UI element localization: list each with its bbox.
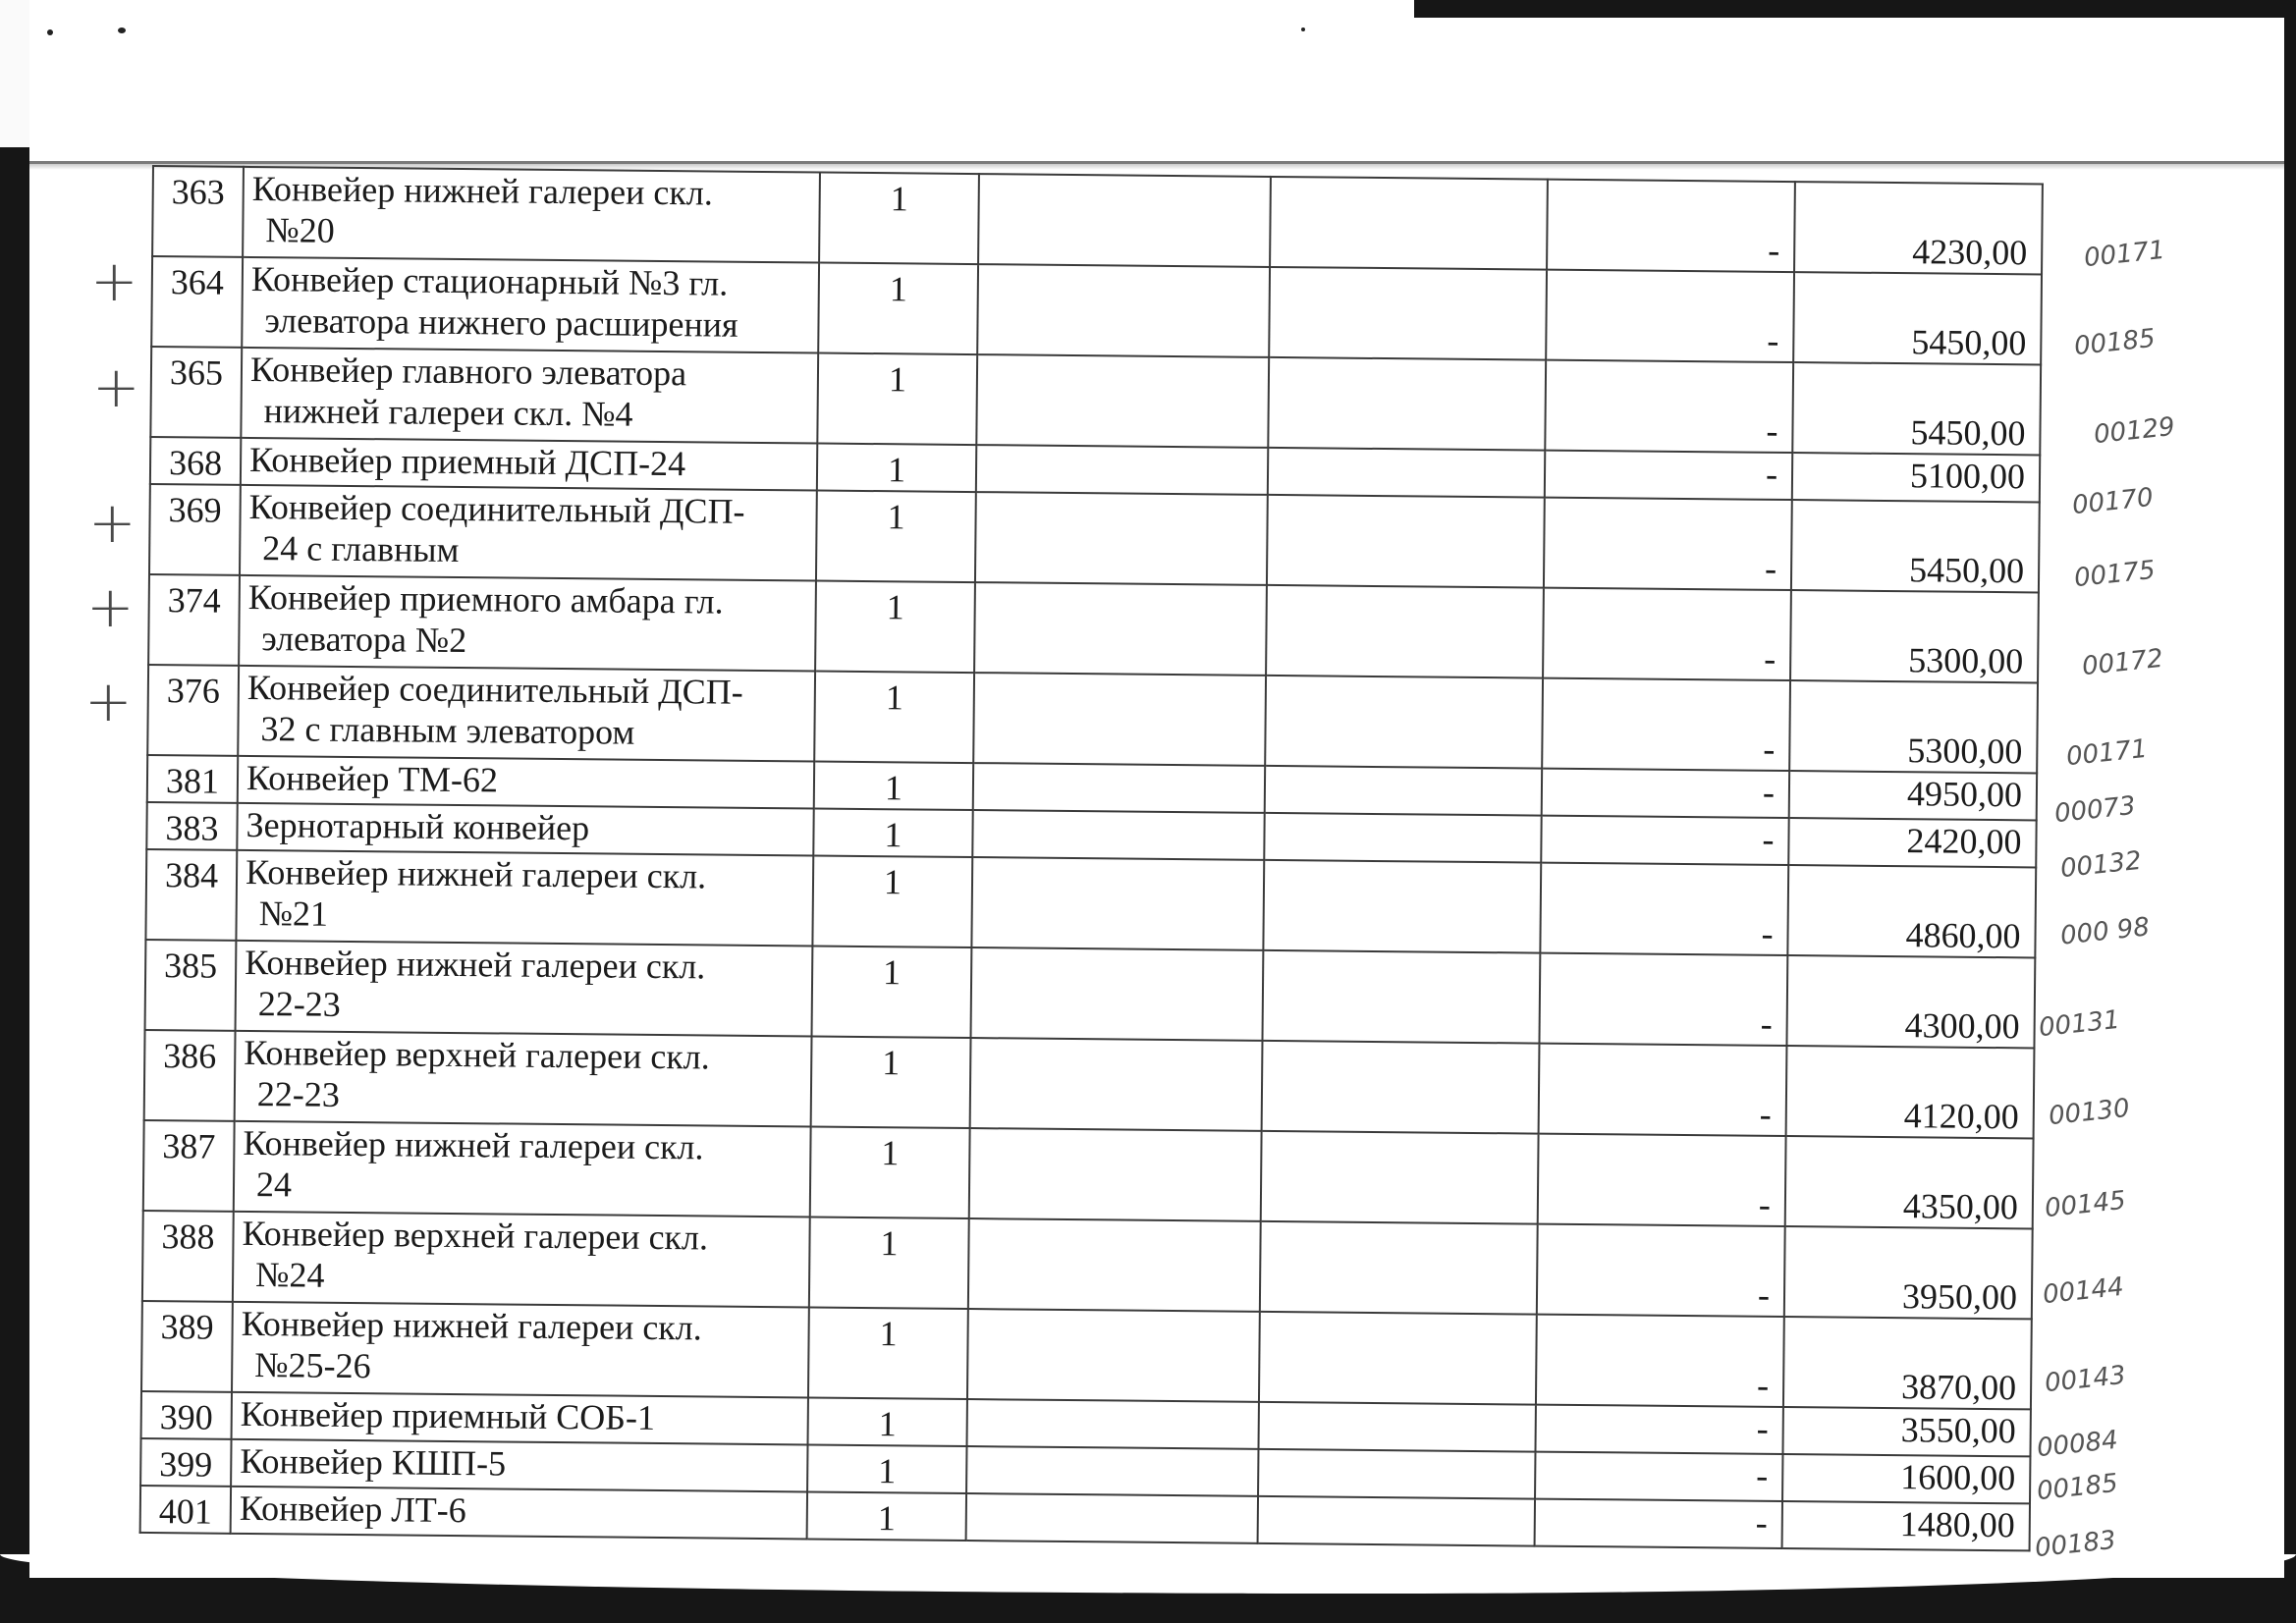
- dash-cell: [1537, 1224, 1785, 1317]
- dash-mark: -: [1761, 913, 1774, 953]
- handwritten-code: 00144: [2041, 1271, 2126, 1311]
- quantity-cell: [813, 808, 972, 857]
- dash-cell: [1535, 1499, 1782, 1548]
- quantity-cell: [814, 672, 974, 764]
- dash-mark: -: [1756, 1455, 1769, 1495]
- amount-value: 4860,00: [1905, 915, 2021, 956]
- value-cell: [1786, 1046, 2035, 1138]
- row-number-text: 387: [162, 1126, 216, 1166]
- dash-cell: [1542, 678, 1790, 771]
- amount-value: 5450,00: [1908, 550, 2025, 591]
- empty-cell: [971, 947, 1264, 1041]
- item-name-cell: [241, 348, 818, 444]
- row-number: [147, 665, 239, 756]
- empty-cell: [1268, 448, 1545, 498]
- empty-cell: [1263, 860, 1541, 953]
- quantity-value: 1: [882, 952, 902, 993]
- item-name-line1: Конвейер верхней галереи скл.: [242, 1213, 709, 1258]
- empty-cell: [973, 763, 1265, 813]
- row-number-text: 365: [169, 352, 224, 393]
- handwritten-code: 00172: [2080, 643, 2165, 682]
- value-cell: [1790, 590, 2039, 682]
- quantity-cell: [817, 353, 977, 446]
- margin-mark: +: [86, 573, 135, 640]
- dash-cell: [1546, 270, 1794, 362]
- amount-value: 4300,00: [1904, 1005, 2020, 1047]
- dash-mark: -: [1764, 638, 1777, 678]
- dash-cell: [1535, 1405, 1782, 1454]
- dash-mark: -: [1758, 1184, 1772, 1224]
- value-cell: [1793, 272, 2042, 364]
- empty-cell: [1265, 766, 1542, 816]
- quantity-value: 1: [886, 587, 904, 627]
- dash-cell: [1541, 816, 1788, 865]
- empty-cell: [1269, 267, 1547, 360]
- row-number: [147, 755, 238, 803]
- row-number: [141, 1301, 233, 1392]
- handwritten-code: 00131: [2037, 1004, 2122, 1044]
- quantity-cell: [817, 444, 976, 493]
- row-number: [150, 347, 242, 438]
- item-name-line1: Конвейер главного элеватора: [249, 349, 687, 394]
- row-number-text: 368: [168, 443, 223, 483]
- amount-value: 3550,00: [1900, 1410, 2016, 1451]
- handwritten-code: 00073: [2052, 790, 2138, 830]
- scan-speck: [118, 27, 126, 33]
- empty-cell: [1258, 1449, 1535, 1499]
- row-number-text: 369: [168, 490, 222, 530]
- amount-value: 4950,00: [1906, 774, 2023, 815]
- dash-cell: [1545, 360, 1793, 453]
- handwritten-code: 00084: [2035, 1425, 2120, 1464]
- quantity-value: 1: [879, 1314, 898, 1354]
- empty-cell: [1270, 177, 1548, 270]
- amount-value: 5450,00: [1911, 322, 2027, 363]
- item-name-line1: Конвейер стационарный №3 гл.: [250, 258, 729, 303]
- quantity-cell: [807, 1491, 966, 1541]
- empty-cell: [970, 1038, 1263, 1131]
- empty-cell: [967, 1309, 1260, 1402]
- handwritten-code: 00185: [2072, 323, 2158, 362]
- row-number: [145, 940, 237, 1031]
- row-number: [152, 166, 244, 257]
- empty-cell: [1268, 357, 1546, 451]
- empty-cell: [968, 1218, 1261, 1312]
- row-number-text: 399: [159, 1444, 213, 1485]
- amount-value: 4230,00: [1912, 232, 2028, 273]
- item-name-cell: [234, 1121, 811, 1217]
- item-name-line2: 24: [255, 1164, 293, 1205]
- scan-speck: [1301, 27, 1305, 31]
- dash-cell: [1542, 769, 1789, 818]
- dash-mark: -: [1766, 410, 1778, 451]
- item-name-cell: [243, 167, 820, 263]
- amount-value: 1600,00: [1900, 1457, 2016, 1498]
- quantity-cell: [810, 1126, 970, 1218]
- row-number-text: 364: [170, 262, 225, 302]
- item-name-line1: Конвейер нижней галереи скл.: [245, 942, 706, 987]
- row-number-text: 376: [166, 671, 221, 711]
- item-name-line1: Конвейер соединительный ДСП-: [246, 667, 743, 712]
- quantity-cell: [816, 491, 976, 583]
- item-name-line1: Конвейер ТМ-62: [246, 757, 499, 800]
- value-cell: [1794, 182, 2043, 274]
- amount-value: 5100,00: [1909, 456, 2026, 497]
- item-name-cell: [239, 575, 816, 672]
- value-cell: [1789, 771, 2037, 820]
- item-name-line2: 22-23: [256, 1074, 341, 1114]
- margin-mark: +: [90, 247, 138, 314]
- item-name-line2: №25-26: [254, 1345, 371, 1386]
- item-name-cell: [241, 438, 817, 491]
- quantity-value: 1: [888, 359, 907, 400]
- value-cell: [1788, 818, 2036, 867]
- dash-cell: [1539, 1044, 1787, 1136]
- item-name-line1: Конвейер верхней галереи скл.: [244, 1032, 710, 1077]
- dash-mark: -: [1768, 230, 1780, 270]
- margin-mark: +: [92, 353, 140, 420]
- empty-cell: [1264, 813, 1541, 863]
- item-name-cell: [242, 257, 819, 353]
- item-name-line2: №21: [258, 893, 329, 934]
- dash-cell: [1539, 953, 1787, 1046]
- empty-cell: [1261, 1131, 1539, 1224]
- row-number: [149, 484, 241, 575]
- row-number-text: 363: [171, 172, 225, 212]
- quantity-cell: [818, 263, 978, 355]
- quantity-value: 1: [884, 768, 903, 808]
- handwritten-code: 00171: [2082, 235, 2167, 274]
- row-number-text: 381: [165, 761, 220, 801]
- row-number-text: 384: [164, 855, 219, 895]
- item-name-line2: №20: [265, 210, 335, 250]
- handwritten-code: 00170: [2070, 482, 2156, 521]
- scan-edge-left-paper: [0, 0, 29, 147]
- quantity-cell: [807, 1444, 966, 1493]
- value-cell: [1783, 1317, 2032, 1409]
- value-cell: [1785, 1136, 2034, 1228]
- item-name-line1: Конвейер ЛТ-6: [239, 1488, 466, 1531]
- scan-edge-left: [0, 0, 29, 1623]
- dash-mark: -: [1756, 1365, 1770, 1405]
- dash-cell: [1535, 1452, 1782, 1501]
- item-name-cell: [236, 941, 813, 1037]
- quantity-value: 1: [887, 497, 905, 537]
- row-number: [140, 1486, 231, 1534]
- margin-mark: +: [84, 668, 133, 734]
- row-number-text: 389: [160, 1307, 214, 1347]
- item-name-cell: [236, 850, 813, 947]
- item-name-line1: Конвейер нижней галереи скл.: [251, 168, 714, 213]
- quantity-cell: [812, 946, 972, 1038]
- empty-cell: [973, 673, 1266, 766]
- quantity-value: 1: [883, 862, 902, 902]
- empty-cell: [978, 174, 1271, 267]
- value-cell: [1782, 1407, 2030, 1456]
- dash-cell: [1540, 863, 1788, 955]
- quantity-cell: [815, 581, 975, 674]
- dash-cell: [1547, 180, 1795, 272]
- dash-mark: -: [1764, 548, 1777, 588]
- quantity-value: 1: [882, 1043, 901, 1083]
- quantity-value: 1: [880, 1223, 899, 1264]
- amount-value: 2420,00: [1906, 821, 2022, 862]
- empty-cell: [974, 582, 1267, 676]
- empty-cell: [1262, 950, 1540, 1044]
- empty-cell: [976, 445, 1268, 495]
- handwritten-code: 00129: [2092, 411, 2177, 451]
- dash-cell: [1545, 451, 1792, 500]
- amount-value: 4350,00: [1902, 1186, 2019, 1227]
- item-name-cell: [232, 1302, 809, 1398]
- empty-cell: [1259, 1312, 1537, 1405]
- amount-value: 5300,00: [1908, 640, 2024, 681]
- handwritten-code: 00183: [2033, 1525, 2118, 1564]
- item-name-line2: элеватора нижнего расширения: [264, 300, 738, 345]
- scan-speck: [47, 29, 53, 35]
- value-cell: [1792, 362, 2041, 455]
- dash-mark: -: [1757, 1274, 1771, 1315]
- item-name-cell: [231, 1439, 807, 1492]
- handwritten-code: 00132: [2058, 845, 2144, 885]
- quantity-value: 1: [881, 1133, 900, 1173]
- item-name-cell: [232, 1392, 808, 1445]
- quantity-cell: [812, 855, 972, 947]
- handwritten-code: 00185: [2035, 1468, 2120, 1507]
- dash-cell: [1536, 1315, 1784, 1407]
- dash-mark: -: [1767, 320, 1779, 360]
- handwritten-code: 000 98: [2058, 912, 2152, 951]
- dash-cell: [1544, 498, 1792, 590]
- handwritten-code: 00143: [2043, 1360, 2128, 1399]
- value-cell: [1787, 865, 2036, 957]
- item-name-cell: [237, 803, 813, 856]
- item-name-cell: [240, 485, 817, 581]
- handwritten-code: 00171: [2064, 733, 2150, 773]
- row-number-text: 401: [158, 1491, 213, 1532]
- amount-value: 5300,00: [1907, 730, 2023, 772]
- dash-mark: -: [1762, 772, 1776, 812]
- row-number-text: 374: [167, 580, 221, 621]
- dash-mark: -: [1760, 1003, 1773, 1044]
- item-name-line1: Конвейер нижней галереи скл.: [243, 1122, 704, 1167]
- item-name-line1: Конвейер нижней галереи скл.: [245, 851, 707, 896]
- row-number: [144, 1030, 236, 1121]
- quantity-value: 1: [885, 677, 904, 718]
- value-cell: [1789, 680, 2038, 773]
- dash-mark: -: [1763, 729, 1776, 769]
- item-name-cell: [231, 1487, 807, 1540]
- item-name-line2: нижней галереи скл. №4: [263, 391, 633, 434]
- dash-mark: -: [1755, 1502, 1768, 1542]
- dash-mark: -: [1762, 819, 1775, 859]
- dash-mark: -: [1759, 1094, 1772, 1134]
- item-name-cell: [233, 1212, 810, 1308]
- item-name-line1: Конвейер КШП-5: [240, 1440, 507, 1484]
- quantity-value: 1: [878, 1451, 897, 1491]
- inventory-sheet: [139, 165, 2028, 1551]
- row-number-text: 383: [165, 808, 219, 848]
- item-name-line1: Конвейер приемный ДСП-24: [248, 439, 686, 484]
- value-cell: [1786, 955, 2035, 1048]
- item-name-cell: [238, 666, 815, 762]
- dash-cell: [1543, 588, 1791, 680]
- quantity-value: 1: [887, 450, 906, 490]
- empty-cell: [977, 264, 1270, 357]
- value-cell: [1782, 1501, 2030, 1550]
- dash-mark: -: [1765, 454, 1778, 494]
- row-number-text: 385: [163, 946, 218, 986]
- empty-cell: [966, 1446, 1258, 1496]
- empty-cell: [1258, 1496, 1535, 1546]
- item-name-line2: №24: [254, 1255, 325, 1295]
- value-cell: [1782, 1454, 2030, 1503]
- row-number: [151, 256, 243, 348]
- empty-cell: [1262, 1041, 1540, 1134]
- row-number-text: 386: [163, 1036, 217, 1076]
- item-name-line2: 24 с главным: [262, 528, 460, 570]
- row-number: [146, 802, 237, 850]
- item-name-cell: [235, 1031, 812, 1127]
- quantity-value: 1: [890, 179, 908, 219]
- margin-mark: +: [88, 489, 137, 556]
- table-body: [140, 166, 2043, 1550]
- row-number: [148, 574, 240, 666]
- empty-cell: [972, 810, 1264, 860]
- item-name-line1: Конвейер приемного амбара гл.: [247, 576, 724, 622]
- handwritten-code: 00175: [2072, 555, 2158, 594]
- amount-value: 5450,00: [1910, 412, 2026, 454]
- row-number: [141, 1391, 232, 1439]
- item-name-cell: [238, 756, 814, 809]
- row-number-text: 388: [161, 1217, 215, 1257]
- row-number: [142, 1211, 234, 1302]
- conveyor-table: [139, 165, 2044, 1551]
- dash-cell: [1538, 1134, 1786, 1226]
- value-cell: [1784, 1226, 2033, 1319]
- dash-mark: -: [1756, 1408, 1769, 1448]
- quantity-cell: [808, 1397, 967, 1446]
- handwritten-code: 00145: [2043, 1185, 2128, 1224]
- quantity-value: 1: [877, 1498, 896, 1539]
- empty-cell: [971, 857, 1264, 950]
- quantity-value: 1: [889, 269, 908, 309]
- item-name-line2: 32 с главным элеватором: [260, 709, 635, 752]
- empty-cell: [967, 1399, 1259, 1449]
- empty-cell: [969, 1128, 1262, 1221]
- empty-cell: [1258, 1402, 1535, 1452]
- amount-value: 1480,00: [1899, 1504, 2015, 1545]
- scan-edge-right: [2284, 0, 2296, 1623]
- item-name-line1: Конвейер приемный СОБ-1: [240, 1393, 656, 1437]
- quantity-cell: [819, 173, 979, 265]
- item-name-line1: Конвейер соединительный ДСП-: [248, 486, 745, 531]
- item-name-line1: Зернотарный конвейер: [246, 804, 590, 848]
- item-name-line1: Конвейер нижней галереи скл.: [241, 1303, 702, 1348]
- amount-value: 3870,00: [1900, 1367, 2017, 1408]
- amount-value: 4120,00: [1903, 1096, 2019, 1137]
- quantity-cell: [814, 761, 973, 810]
- value-cell: [1791, 500, 2040, 592]
- amount-value: 3950,00: [1901, 1276, 2018, 1318]
- empty-cell: [1265, 676, 1543, 769]
- empty-cell: [975, 492, 1268, 585]
- row-number: [143, 1120, 235, 1212]
- quantity-cell: [811, 1036, 971, 1128]
- quantity-value: 1: [884, 815, 902, 855]
- row-number: [140, 1438, 231, 1487]
- empty-cell: [966, 1493, 1258, 1543]
- empty-cell: [976, 354, 1269, 448]
- empty-cell: [1260, 1221, 1538, 1315]
- item-name-line2: элеватора №2: [261, 619, 467, 661]
- quantity-cell: [809, 1217, 969, 1309]
- quantity-value: 1: [878, 1404, 897, 1444]
- row-number: [145, 849, 237, 941]
- empty-cell: [1266, 585, 1544, 678]
- row-number: [150, 437, 241, 485]
- handwritten-code: 00130: [2047, 1093, 2132, 1132]
- empty-cell: [1267, 495, 1545, 588]
- scan-edge-top-paper: [0, 0, 1414, 18]
- quantity-cell: [808, 1307, 968, 1399]
- item-name-line2: 22-23: [257, 984, 341, 1024]
- row-number-text: 390: [159, 1397, 213, 1437]
- value-cell: [1792, 453, 2040, 502]
